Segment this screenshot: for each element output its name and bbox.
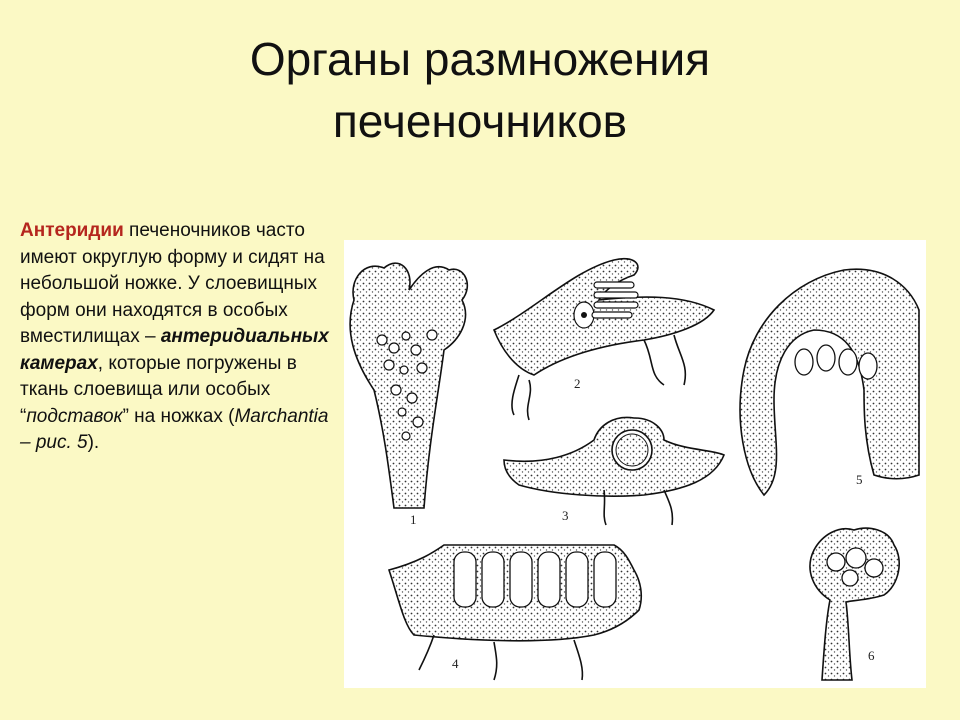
figure-3-chamber: [504, 417, 724, 525]
figure-label-6: 6: [868, 648, 875, 663]
figure-label-5: 5: [856, 472, 863, 487]
description-paragraph: [20, 218, 330, 457]
figure-label-2: 2: [574, 376, 581, 391]
term-antheridia: Антеридии: [20, 220, 124, 241]
figure-1-thallus: [350, 263, 467, 508]
text-segment-1: печеночников часто имеют округлую форму и сидят на небольшой ножке. У слоевищных форм они находятся в особых вместилищах –: [20, 220, 325, 347]
figure-label-4: 4: [452, 656, 459, 671]
term-stands: подставок: [26, 405, 123, 427]
figure-5-stand: [740, 269, 919, 495]
term-antheridial-chambers: антеридиальных камерах: [20, 326, 329, 374]
title-line-1: Органы размножения: [249, 33, 711, 85]
figure-label-3: 3: [562, 508, 569, 523]
figure-label-1: 1: [410, 512, 417, 527]
title-line-2: печеночников: [332, 95, 628, 147]
slide-title: [0, 28, 960, 152]
term-marchantia-ref: Marchantia – рис. 5: [20, 405, 329, 453]
antheridia-illustration: [344, 240, 926, 688]
text-segment-3: ” на ножках (: [122, 405, 235, 427]
figure-4-receptacle: [389, 545, 641, 680]
text-segment-2: , которые погружены в ткань слоевища или особых “: [20, 352, 297, 427]
figure-2-thallus: [494, 259, 714, 420]
text-segment-4: ).: [87, 432, 100, 453]
figure-6-antheridia: [810, 528, 899, 680]
